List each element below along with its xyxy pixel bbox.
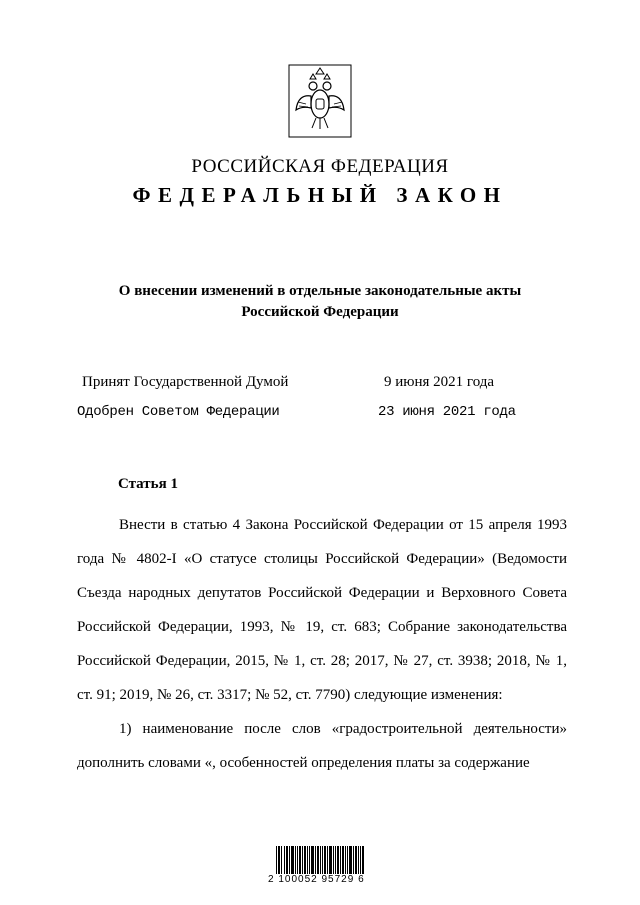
law-title-line-1: О внесении изменений в отдельные законодательные акты: [118, 283, 522, 299]
russian-coat-of-arms-icon: [288, 64, 352, 138]
article-paragraph-2: 1) наименование после слов «градостроительной деятельности» дополнить словами «, особенностей определения платы за содержание: [77, 721, 567, 771]
duma-adoption-label: Принят Государственной Думой: [82, 374, 289, 390]
council-approval-label: Одобрен Советом Федерации: [77, 404, 280, 420]
duma-adoption-date: 9 июня 2021 года: [384, 374, 495, 390]
country-name: РОССИЙСКАЯ ФЕДЕРАЦИЯ: [191, 156, 449, 177]
document-type-heading: ФЕДЕРАЛЬНЫЙ ЗАКОН: [132, 183, 508, 207]
article-heading: Статья 1: [118, 476, 178, 492]
law-title: [90, 281, 550, 323]
article-body: [77, 508, 567, 780]
council-approval-date: 23 июня 2021 года: [378, 404, 516, 420]
article-paragraph-1: Внести в статью 4 Закона Российской Федерации от 15 апреля 1993 года № 4802-I «О статусе столицы Российской Федерации» (Ведомости Съезда народных депутатов Российской Федерации и Верховного Совета Российской Федерации, 1993, № 19, ст. 683; Собрание законодательства Российской Федерации, 2015, № 1, ст. 28; 2017, № 27, ст. 3938; 2018, № 1, ст. 91; 2019, № 26, ст. 3317; № 52, ст. 7790) следующие изменения:: [77, 517, 567, 703]
barcode-icon: [276, 838, 366, 874]
law-title-line-2: Российской Федерации: [241, 304, 399, 320]
barcode-number: 2 100052 95729 6: [268, 874, 365, 885]
